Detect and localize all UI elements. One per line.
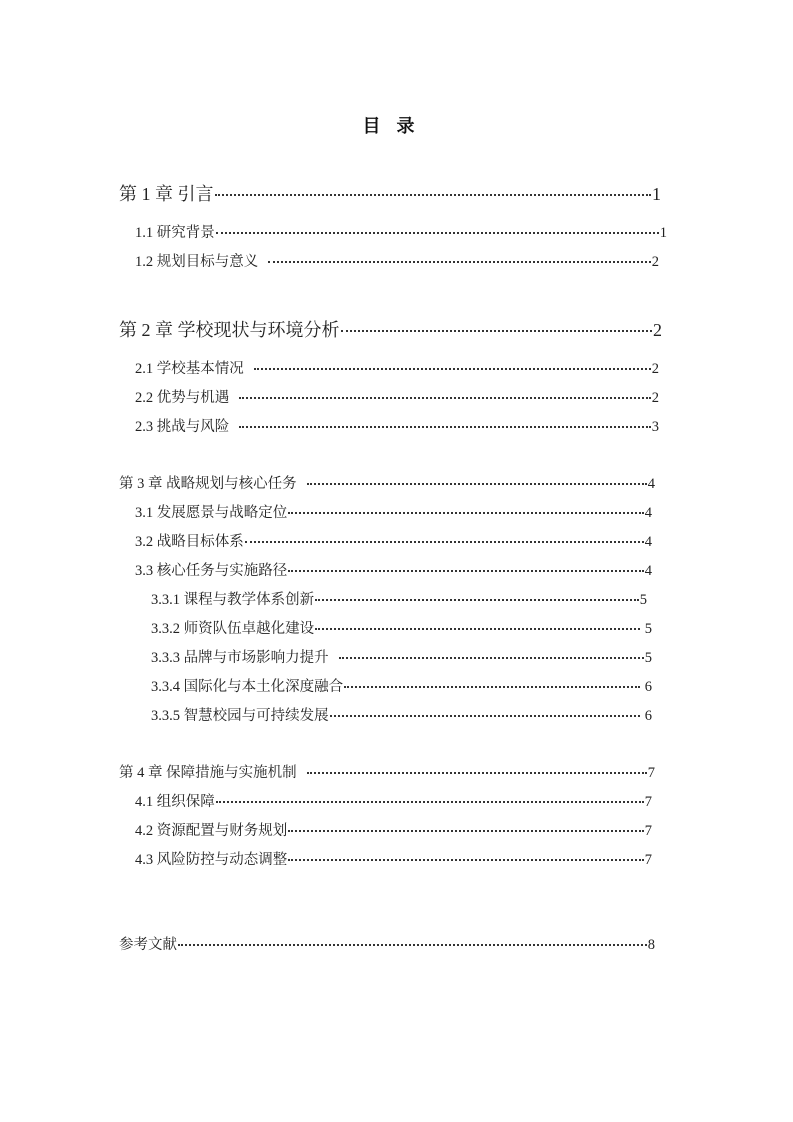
- toc-entry-label: 4.3 风险防控与动态调整: [135, 852, 288, 868]
- toc-leader-dots: [307, 763, 647, 778]
- toc-entry-label: 3.2 战略目标体系: [135, 534, 244, 550]
- toc-entry-2-2[interactable]: [135, 386, 659, 407]
- toc-entry-3-1[interactable]: [135, 501, 652, 522]
- toc-entry-page: 4: [644, 563, 652, 579]
- toc-entry-chapter-3[interactable]: [119, 472, 655, 493]
- toc-entry-page: 2: [651, 254, 659, 270]
- toc-entry-page: 3: [651, 419, 659, 435]
- toc-entry-label: 第 2 章 学校现状与环境分析: [119, 320, 340, 340]
- toc-entry-label: 第 4 章 保障措施与实施机制: [119, 765, 297, 781]
- toc-entry-1-1[interactable]: [135, 221, 667, 242]
- toc-leader-dots: [288, 503, 644, 518]
- toc-entry-references[interactable]: [119, 933, 655, 954]
- toc-entry-page: 5: [644, 650, 652, 666]
- toc-entry-2-3[interactable]: [135, 415, 659, 436]
- toc-entry-label: 第 1 章 引言: [119, 184, 214, 204]
- toc-leader-dots: [307, 474, 647, 489]
- toc-entry-3-3-2[interactable]: [151, 617, 652, 638]
- toc-entry-label: 2.3 挑战与风险: [135, 419, 230, 435]
- toc-entry-page: 5: [644, 621, 652, 637]
- toc-entry-label: 3.3.3 品牌与市场影响力提升: [151, 650, 329, 666]
- toc-leader-dots: [341, 318, 653, 336]
- toc-leader-dots: [216, 792, 644, 807]
- toc-entry-label: 4.2 资源配置与财务规划: [135, 823, 288, 839]
- toc-entry-3-3-3[interactable]: [151, 646, 652, 667]
- toc-entry-1-2[interactable]: [135, 250, 659, 271]
- toc-entry-page: 2: [651, 361, 659, 377]
- toc-entry-page: 5: [639, 592, 647, 608]
- toc-title: 目录: [362, 116, 431, 137]
- toc-entry-page: 6: [644, 708, 652, 724]
- toc-leader-dots: [315, 619, 640, 634]
- toc-entry-label: 3.3.2 师资队伍卓越化建设: [151, 621, 315, 637]
- toc-entry-page: 2: [651, 390, 659, 406]
- toc-leader-dots: [216, 223, 659, 238]
- toc-entry-label: 3.3.4 国际化与本土化深度融合: [151, 679, 344, 695]
- toc-leader-dots: [178, 935, 647, 950]
- toc-entry-page: 2: [653, 320, 662, 340]
- toc-entry-3-3-5[interactable]: [151, 704, 652, 725]
- toc-entry-3-3[interactable]: [135, 559, 652, 580]
- toc-leader-dots: [330, 706, 640, 721]
- toc-leader-dots: [245, 532, 644, 547]
- toc-entry-4-2[interactable]: [135, 819, 652, 840]
- toc-entry-page: 7: [644, 852, 652, 868]
- toc-entry-label: 参考文献: [119, 937, 177, 953]
- toc-entry-page: 4: [647, 476, 655, 492]
- toc-leader-dots: [339, 648, 644, 663]
- toc-entry-page: 7: [647, 765, 655, 781]
- toc-leader-dots: [315, 590, 639, 605]
- toc-entry-3-3-4[interactable]: [151, 675, 652, 696]
- toc-leader-dots: [268, 252, 651, 267]
- toc-entry-label: 3.3.1 课程与教学体系创新: [151, 592, 315, 608]
- toc-entry-label: 3.3 核心任务与实施路径: [135, 563, 288, 579]
- toc-entry-label: 3.3.5 智慧校园与可持续发展: [151, 708, 329, 724]
- toc-entry-chapter-4[interactable]: [119, 761, 655, 782]
- toc-entry-chapter-1[interactable]: [119, 180, 661, 206]
- toc-leader-dots: [344, 677, 640, 692]
- toc-entry-label: 1.1 研究背景: [135, 225, 215, 241]
- toc-entry-page: 4: [644, 534, 652, 550]
- toc-entry-label: 第 3 章 战略规划与核心任务: [119, 476, 297, 492]
- toc-entry-4-1[interactable]: [135, 790, 652, 811]
- toc-leader-dots: [239, 388, 651, 403]
- toc-leader-dots: [288, 821, 644, 836]
- toc-entry-page: 7: [644, 823, 652, 839]
- toc-entry-chapter-2[interactable]: [119, 316, 662, 342]
- toc-entry-label: 1.2 规划目标与意义: [135, 254, 259, 270]
- toc-leader-dots: [288, 850, 644, 865]
- toc-leader-dots: [288, 561, 644, 576]
- toc-entry-page: 7: [644, 794, 652, 810]
- toc-entry-page: 8: [647, 937, 655, 953]
- toc-entry-2-1[interactable]: [135, 357, 659, 378]
- toc-entry-label: 4.1 组织保障: [135, 794, 215, 810]
- toc-entry-label: 3.1 发展愿景与战略定位: [135, 505, 288, 521]
- toc-entry-page: 6: [644, 679, 652, 695]
- toc-entry-page: 1: [659, 225, 667, 241]
- toc-leader-dots: [215, 182, 652, 200]
- toc-entry-3-2[interactable]: [135, 530, 652, 551]
- toc-entry-4-3[interactable]: [135, 848, 652, 869]
- toc-entry-page: 1: [652, 184, 661, 204]
- toc-entry-label: 2.1 学校基本情况: [135, 361, 244, 377]
- toc-entry-label: 2.2 优势与机遇: [135, 390, 230, 406]
- toc-leader-dots: [239, 417, 651, 432]
- toc-entry-3-3-1[interactable]: [151, 588, 647, 609]
- toc-leader-dots: [254, 359, 651, 374]
- toc-entry-page: 4: [644, 505, 652, 521]
